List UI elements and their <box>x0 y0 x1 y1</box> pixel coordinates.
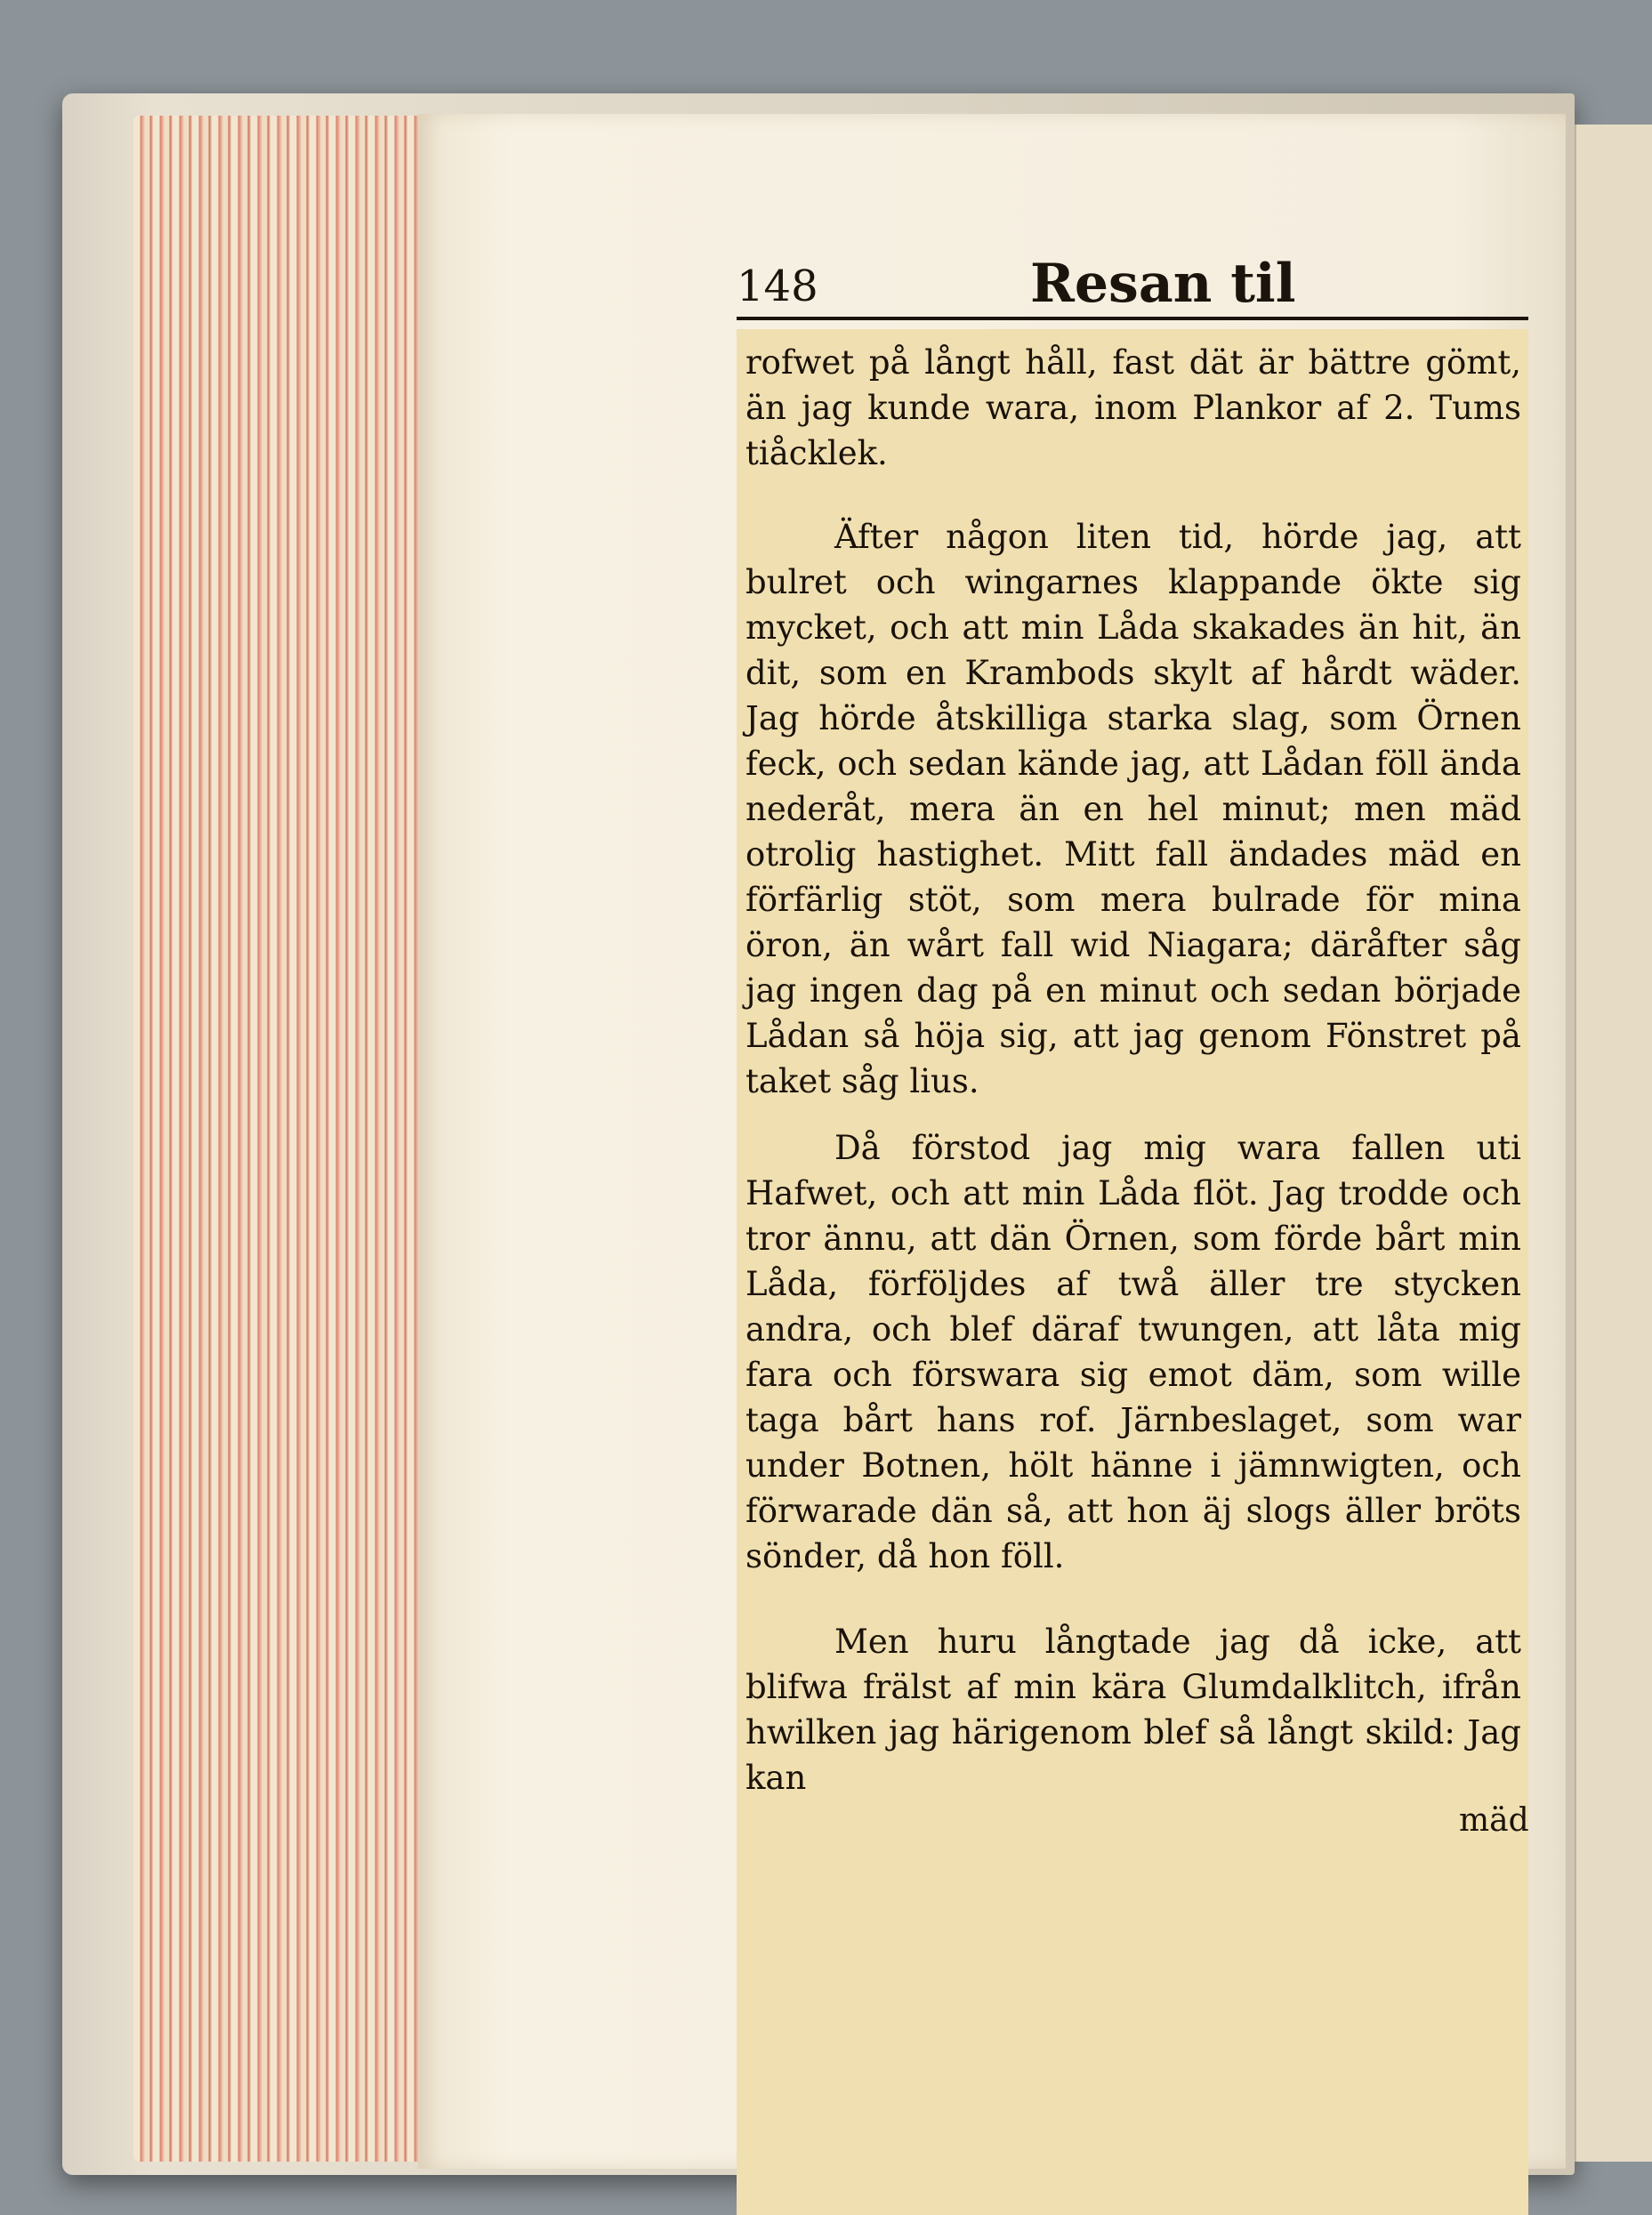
paragraph: Då förstod jag mig wara fallen uti Hafwet, och att min Låda flöt. Jag trodde och tror ännu, att dän Örnen, som förde bårt min Låda, förföljdes af twå äller tre stycken andra, och blef däraf twungen, att låta mig fara och förswara sig emot däm, som wille taga bårt hans rof. Järnbeslaget, som war under Botnen, hölt hänne i jämnwigten, och förwarade dän så, att hon äj slogs äller bröts sönder, då hon föll. <box>745 1129 1521 1575</box>
page-edges <box>133 116 431 2162</box>
running-head: Resan til <box>1030 253 1296 315</box>
catchword: mäd <box>1459 1802 1529 1839</box>
header-rule <box>737 317 1528 320</box>
right-page-edge <box>1575 125 1652 2162</box>
page-header <box>737 251 1528 322</box>
paragraph: Men huru långtade jag då icke, att blifwa frälst af min kära Glumdalklitch, ifrån hwilken jag härigenom blef så långt skild: Jag kan <box>745 1623 1521 1797</box>
page-number: 148 <box>737 262 818 311</box>
paragraph: Äfter någon liten tid, hörde jag, att bulret och wingarnes klappande ökte sig mycket, och att min Låda skakades än hit, än dit, som en Krambods skylt af hårdt wäder. Jag hörde åtskilliga starka slag, som Örnen feck, och sedan kände jag, att Lådan föll ända nederåt, mera än en hel minut; men mäd otrolig hastighet. Mitt fall ändades mäd en förfärlig stöt, som mera bulrade för mina öron, än wårt fall wid Niagara; däråfter såg jag ingen dag på en minut och sedan började Lådan så höja sig, att jag genom Fönstret på taket såg lius. <box>745 518 1521 1100</box>
paragraph: rofwet på långt håll, fast dät är bättre gömt, än jag kunde wara, inom Plankor af 2. Tums tiåcklek. <box>745 343 1521 472</box>
